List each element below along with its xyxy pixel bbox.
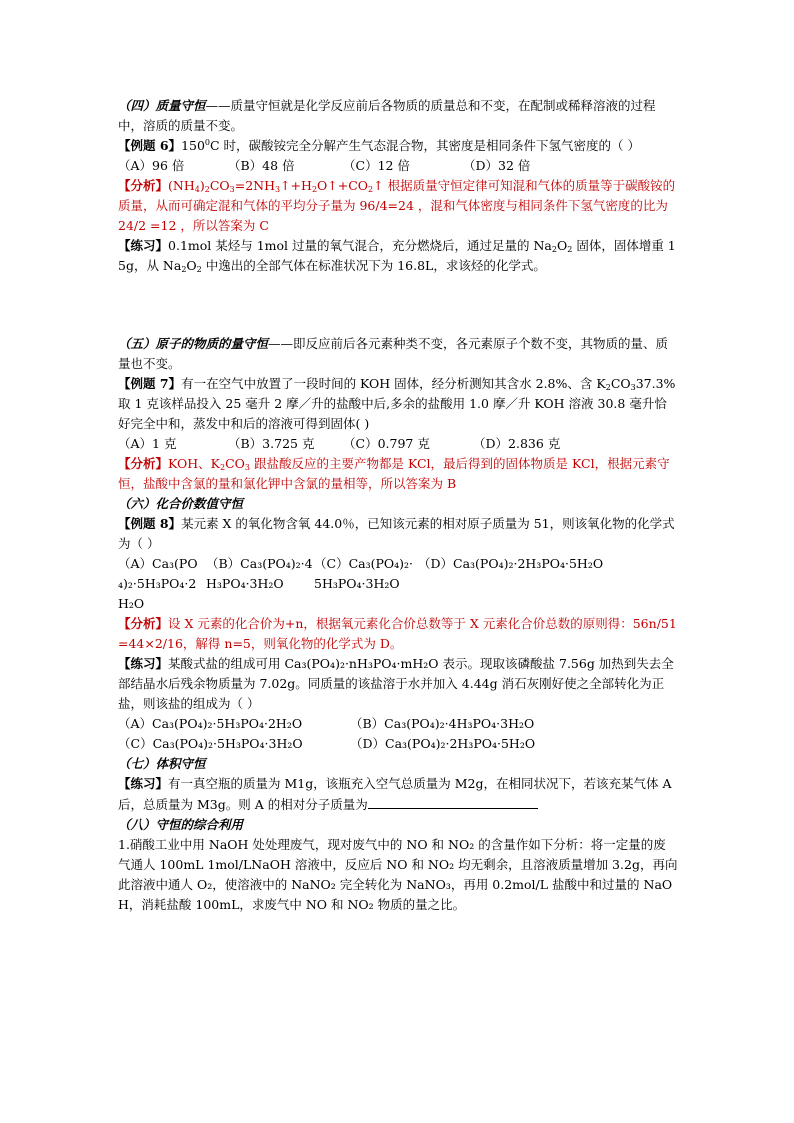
option-c: （C）12 倍 — [343, 158, 410, 173]
analysis-6: 【分析】$(NH_4)_2CO_3=2NH_3↑+H_2O↑+CO_2↑$ 根据质量守恒定律可知混和气体的质量等于碳酸铵的质量，从而可确定混和气体的平均分子量为 96/4=24 ，混和气体密度与相同条件下氢气密度的比为 24/2 =12 ，所以答案为 C — [118, 178, 676, 233]
option-c: （C）Ca₃(PO₄)₂·5H₃PO₄·3H₂O — [118, 736, 303, 751]
analysis-8: 【分析】设 X 元素的化合价为+n，根据氧元素化合价总数等于 X 元素化合价总数的原则得：56n/51=44×2/16，解得 n=5，则氧化物的化学式为 D。 — [118, 616, 677, 651]
example-7-options — [118, 434, 678, 454]
option-d: （D）32 倍 — [463, 158, 531, 173]
analysis-7-label: 【分析】 — [118, 456, 169, 471]
option-c: （C）Ca₃(PO₄)₂·5H₃PO₄·3H₂O — [314, 556, 413, 591]
example-8-label: 【例题 8】 — [118, 516, 182, 531]
example-6-label: 【例题 6】 — [118, 138, 182, 153]
example-6: 【例题 6】$150^0C$ 时，碳酸铵完全分解产生气态混合物，其密度是相同条件下氢气密度的（ ） — [118, 138, 641, 153]
option-d: （D）Ca₃(PO₄)₂·2H₃PO₄·5H₂O — [418, 556, 604, 571]
analysis-7: 【分析】KOH、$K_2CO_3$ 跟盐酸反应的主要产物都是 KCl，最后得到的固体物质是 KCl，根据元素守恒，盐酸中含氯的量和氯化钾中含氯的量相等，所以答案为 B — [118, 456, 670, 491]
practice-7-label: 【练习】 — [118, 776, 169, 791]
practice-6: 【练习】某酸式盐的组成可用 Ca₃(PO₄)₂·nH₃PO₄·mH₂O 表示。现取该磷酸盐 7.56g 加热到失去全部结晶水后残余物质量为 7.02g。同质量的该盐溶于水并加入 4.44g 消石灰刚好使之全部转化为正盐，则该盐的组成为（ ） — [118, 656, 674, 711]
section-5-title: （五）原子的物质的量守恒 — [118, 336, 269, 351]
section-4-title: （四）质量守恒 — [118, 98, 206, 113]
option-b: （B）Ca₃(PO₄)₂·4H₃PO₄·3H₂O — [206, 556, 313, 591]
analysis-6-equation: $(NH_4)_2CO_3=2NH_3↑+H_2O↑+CO_2↑$ — [168, 178, 388, 194]
option-b: （B）48 倍 — [228, 158, 295, 173]
option-a: （A）Ca₃(PO₄)₂·5H₃PO₄·2H₂O — [118, 716, 303, 731]
practice-4-label: 【练习】 — [118, 238, 169, 253]
practice-4: 【练习】0.1mol 某烃与 1mol 过量的氧气混合，充分燃烧后，通过足量的 $Na_2O_2$ 固体，固体增重 15g，从 $Na_2O_2$ 中逸出的全部气体在标准状况下为 16.8L，求该烃的化学式。 — [118, 238, 676, 274]
option-c: （C）0.797 克 — [343, 436, 430, 451]
answer-blank[interactable] — [368, 794, 538, 809]
practice-6-label: 【练习】 — [118, 656, 169, 671]
section-5-intro: （五）原子的物质的量守恒——即反应前后各元素种类不变，各元素原子个数不变，其物质的量、质量也不变。 — [118, 336, 669, 371]
section-7-title: （七）体积守恒 — [118, 756, 206, 771]
example-6-options — [118, 156, 678, 176]
example-7: 【例题 7】有一在空气中放置了一段时间的 KOH 固体，经分析测知其含水 2.8%、含 $K_2CO_337.3\%$ 取 1 克该样品投入 25 毫升 2 摩／升的盐酸中后,多余的盐酸用 1.0 摩／升 KOH 溶液 30.8 毫升恰好完全中和，蒸发中和后的溶液可得到固体( ) — [118, 376, 676, 431]
section-6-title: （六）化合价数值守恒 — [118, 496, 244, 511]
practice-6-options-ab — [118, 714, 678, 734]
option-d: （D）2.836 克 — [473, 436, 561, 451]
option-a: （A）96 倍 — [118, 158, 185, 173]
example-8-options — [118, 554, 678, 614]
option-b: （B）3.725 克 — [228, 436, 315, 451]
section-8-problem: 1.硝酸工业中用 NaOH 处处理废气，现对废气中的 NO 和 NO₂ 的含量作如下分析：将一定量的废气通人 100mL 1mol/LNaOH 溶液中，反应后 NO 和 NO₂ 均无剩余，且溶液质量增加 3.2g，再向此溶液中通人 O₂，使溶液中的 NaNO₂ 完全转化为 NaNO₃，再用 0.2mol/L 盐酸中和过量的 NaOH，消耗盐酸 100mL，求废气中 NO 和 NO₂ 物质的量之比。 — [118, 837, 678, 912]
section-8-title: （八）守恒的综合利用 — [118, 817, 244, 832]
option-a: （A）Ca₃(PO₄)₂·5H₃PO₄·2H₂O — [118, 556, 198, 611]
example-8: 【例题 8】某元素 X 的氧化物含氧 44.0％，已知该元素的相对原子质量为 51，则该氧化物的化学式为（ ） — [118, 516, 675, 551]
example-7-label: 【例题 7】 — [118, 376, 182, 391]
document-content — [118, 96, 678, 915]
practice-7: 【练习】有一真空瓶的质量为 M1g，该瓶充入空气总质量为 M2g，在相同状况下，若该充某气体 A 后，总质量为 M3g。则 A 的相对分子质量为 — [118, 776, 672, 812]
option-a: （A）1 克 — [118, 436, 177, 451]
option-d: （D）Ca₃(PO₄)₂·2H₃PO₄·5H₂O — [350, 736, 536, 751]
practice-6-options-cd — [118, 734, 678, 754]
analysis-8-label: 【分析】 — [118, 616, 169, 631]
option-b: （B）Ca₃(PO₄)₂·4H₃PO₄·3H₂O — [350, 716, 535, 731]
section-4-intro: （四）质量守恒——质量守恒就是化学反应前后各物质的质量总和不变，在配制或稀释溶液的过程中，溶质的质量不变。 — [118, 98, 656, 133]
analysis-6-label: 【分析】 — [118, 178, 169, 193]
